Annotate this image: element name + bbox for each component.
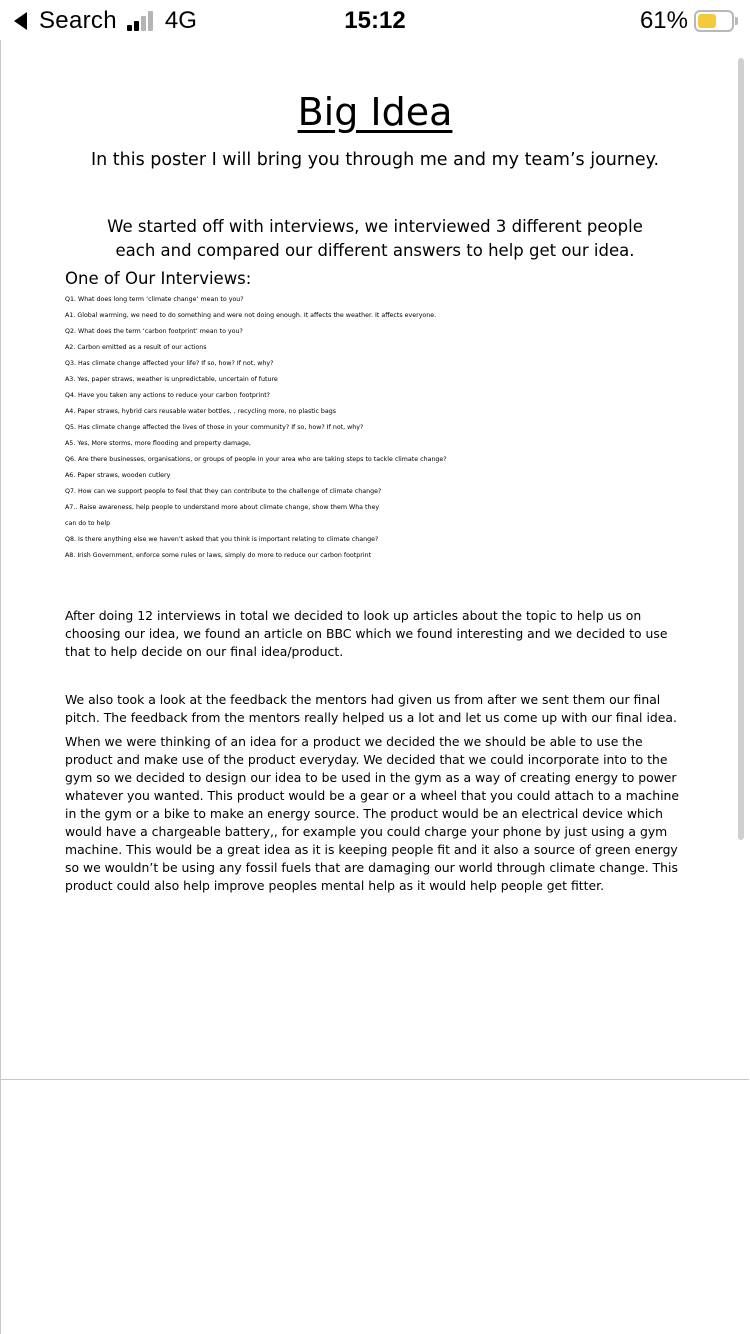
interviews-heading: One of Our Interviews: — [65, 269, 252, 288]
subtitle: In this poster I will bring you through me and my team’s journey. — [90, 150, 660, 170]
battery-tip — [735, 17, 738, 25]
qa-line: A4. Paper straws, hybrid cars reusable water bottles, , recycling more, no plastic bags — [65, 408, 337, 415]
qa-line: Q5. Has climate change affected the lives of those in your community? If so, how? If not, why? — [65, 424, 364, 431]
qa-line: Q7. How can we support people to feel that they can contribute to the challenge of climate change? — [65, 488, 382, 495]
qa-line: can do to help — [65, 520, 111, 527]
research-paragraph: After doing 12 interviews in total we decided to look up articles about the topic to help us on choosing our idea, we found an article on BBC which we found interesting and we decided to use that to help decide on our final idea/product. — [65, 608, 668, 659]
qa-line: A6. Paper straws, wooden cutlery — [65, 472, 171, 479]
next-page-area — [0, 1080, 749, 1334]
page-title: Big Idea — [297, 90, 453, 134]
qa-line: Q3. Has climate change affected your life? If so, how? If not, why? — [65, 360, 274, 367]
qa-line: Q1. What does long term ‘climate change’ mean to you? — [65, 296, 244, 303]
battery-status — [640, 7, 738, 35]
qa-line: Q8. Is there anything else we haven’t asked that you think is important relating to climate change? — [65, 536, 379, 543]
qa-line: A3. Yes, paper straws, weather is unpredictable, uncertain of future — [65, 376, 278, 383]
scrollbar[interactable] — [738, 58, 744, 840]
intro-text: We started off with interviews, we interviewed 3 different people each and compared our different answers to help get our idea. — [107, 217, 643, 260]
product-paragraph: When we were thinking of an idea for a product we decided the we should be able to use the product and make use of the product everyday. We decided that we could incorporate into to the gym so we decided to design our idea to be used in the gym as a way of creating energy to power whatever you wanted. This product would be a gear or a wheel that you could attach to a machine in the gym or a bike to make an energy source. The product would be an electrical device which would have a chargeable battery,, for example you could charge your phone by just using a gym machine. This would be a great idea as it is keeping people fit and it also a source of green energy so we wouldn’t be using any fossil fuels that are damaging our world through climate change. This product could also help improve peoples mental help as it would help people get fitter. — [65, 734, 680, 893]
qa-line: Q4. Have you taken any actions to reduce your carbon footprint? — [65, 392, 271, 399]
clock: 15:12 — [344, 7, 406, 34]
status-bar — [0, 0, 750, 40]
battery-percent: 61% — [639, 7, 688, 34]
feedback-paragraph: We also took a look at the feedback the mentors had given us from after we sent them our final pitch. The feedback from the mentors really helped us a lot and let us come up with our final idea. — [65, 692, 677, 725]
interview-qa-list — [65, 296, 685, 568]
battery-fill — [698, 14, 716, 28]
qa-line: A8. Irish Government, enforce some rules or laws, simply do more to reduce our carbon footprint — [65, 552, 372, 559]
qa-line: A1. Global warming, we need to do something and were not doing enough. It affects the weather. It affects everyone. — [65, 312, 437, 319]
battery-icon — [694, 10, 734, 32]
qa-line: Q6. Are there businesses, organisations, or groups of people in your area who are taking steps to tackle climate change? — [65, 456, 447, 463]
qa-line: A5. Yes, More storms, more flooding and property damage, — [65, 440, 251, 447]
qa-line: A7.. Raise awareness, help people to understand more about climate change, show them Wha they — [65, 504, 380, 511]
qa-line: Q2. What does the term ‘carbon footprint’ mean to you? — [65, 328, 243, 335]
qa-line: A2. Carbon emitted as a result of our actions — [65, 344, 207, 351]
network-type: 4G — [164, 7, 197, 34]
back-label[interactable]: Search — [39, 7, 117, 34]
